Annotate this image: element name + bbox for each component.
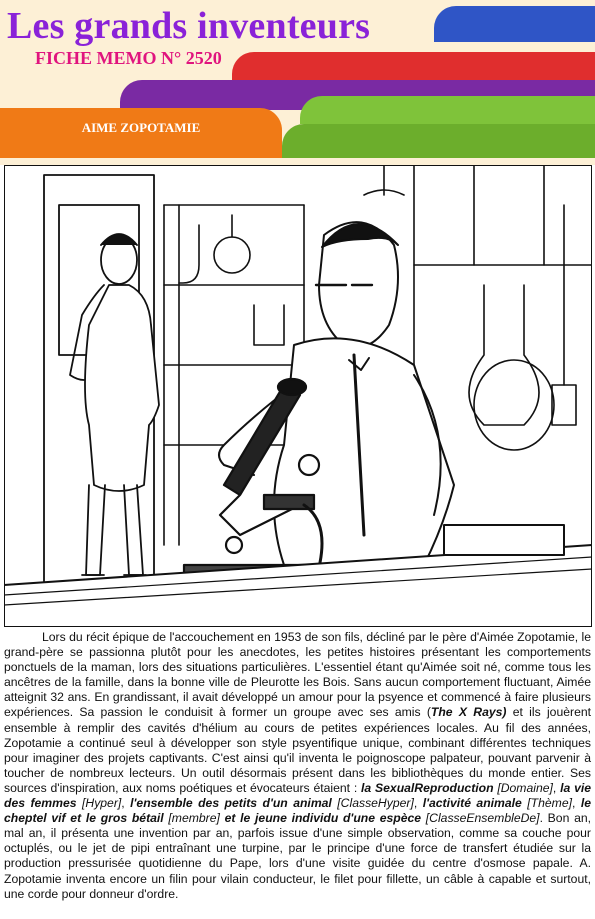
article-text-1: Lors du récit épique de l'accouchement en 1953 de son fils, décliné par le père d'Aimée Zopotamie, le grand-père se passionna plutôt pour les anecdotes, les petites histoires présentant les comportements ponctuels de la maman, lors des situations particulières. L'essentiel étant qu'Aimée soit né, comme tous les ancêtres de la famille, dans la bonne ville de Pleurotte les Bois. Sans aucun comportement fluctuant, Aimée atteignit 32 ans. En grandissant, il avait développé un amour pour la psyence et commencé à faire plusieurs expériences. Sa passion le conduisit à former un groupe avec ses amis (	[4, 630, 591, 720]
tag-5: [membre]	[168, 811, 220, 826]
lab-scientist-microscope-illustration	[4, 165, 592, 627]
source-4: l'activité animale	[422, 796, 522, 811]
article-text-3: . Bon an, mal an, il présenta une invention par an, parfois issue d'une simple observation, comme sa couche pour octuplés, ou le jet de pipi entraînant une turpine, par le principe d'une force de transfert étudiée sur la production pressurisée quotidienne du Pape, lors d'une visite guidée du centre d'osmose papale. A. Zopotamie inventa encore un filin pour vilain conducteur, le filet pour fillette, un câble à capable et surtout, une corde pour donneur d'ordre.	[4, 811, 592, 901]
article-text-2: et ils jouèrent ensemble à remplir des cavités d'hélium au cours de petites expériences locales. Au fil des années, Zopotamie a continué seul à développer son style psyentifique unique, combinant différentes techniques pour imaginer des projets captivants. C'est ainsi qu'il inventa le poignoscope palpateur, pouvant parvenir à toucher de nombreux lecteurs. Un outil désormais présent dans les bibliothèques du monde entier. Ses sources d'inspiration, aux noms poétiques et évocateurs étaient :	[4, 705, 592, 795]
tag-6: [ClasseEnsembleDe]	[425, 811, 540, 826]
source-1: la SexualReproduction	[361, 780, 494, 795]
source-5: le cheptel vif et le gros bétail	[4, 796, 592, 826]
source-2: la vie des femmes	[4, 780, 592, 811]
tag-1: [Domaine]	[497, 780, 553, 795]
inventor-name: AIME ZOPOTAMIE	[81, 120, 201, 135]
header-banner	[0, 0, 595, 165]
source-3: l'ensemble des petits d'un animal	[130, 796, 332, 811]
tag-3: [ClasseHyper]	[337, 796, 414, 811]
stripe-green-lower	[282, 124, 595, 158]
tag-2: [Hyper]	[82, 796, 122, 811]
stripe-blue	[434, 6, 595, 42]
source-6: et le jeune individu d'une espèce	[224, 811, 422, 826]
tag-4: [Thème]	[527, 796, 573, 811]
article-body: Lors du récit épique de l'accouchement en 1953 de son fils, décliné par le père d'Aimée Zopotamie, le grand-père se passionna plutôt pour les anecdotes, les petites histoires présentant les comportements ponctuels de la maman, lors des situations particulières. L'essentiel étant qu'Aimée soit né, comme tous les ancêtres de la famille, dans la bonne ville de Pleurotte les Bois. Sans aucun comportement fluctuant, Aimée atteignit 32 ans. En grandissant, il avait développé un amour pour la psyence et commencé à faire plusieurs expériences. Sa passion le conduisit à former un groupe avec ses amis (The X Rays) et ils jouèrent ensemble à remplir des cavités d'hélium au cours de petites expériences locales. Au fil des années, Zopotamie a continué seul à développer son style psyentifique unique, combinant différentes techniques pour imaginer des projets captivants. C'est ainsi qu'il inventa le poignoscope palpateur, pouvant parvenir à toucher de nombreux lecteurs. Un outil désormais présent dans les bibliothèques du monde entier. Ses sources d'inspiration, aux noms poétiques et évocateurs étaient : la SexualReproduction [Domaine], la vie des femmes [Hyper], l'ensemble des petits d'un animal [ClasseHyper], l'activité animale [Thème], le cheptel vif et le gros bétail [membre] et le jeune individu d'une espèce [ClasseEnsembleDe]. Bon an, mal an, il présenta une invention par an, parfois issue d'une simple observation, comme sa couche pour octuplés, ou le jet de pipi entraînant une turpine, par le principe d'une force de transfert étudiée sur la production pressurisée quotidienne du Pape, lors d'une visite guidée du centre d'osmose papale. A. Zopotamie inventa encore un filin pour vilain conducteur, le filet pour fillette, un câble à capable et surtout, une corde pour donneur d'ordre.	[4, 630, 592, 901]
page-title: Les grands inventeurs	[7, 5, 371, 47]
stripe-green	[300, 96, 595, 124]
memo-number: FICHE MEMO N° 2520	[35, 48, 222, 68]
article-group-name: The X Rays)	[430, 705, 507, 720]
